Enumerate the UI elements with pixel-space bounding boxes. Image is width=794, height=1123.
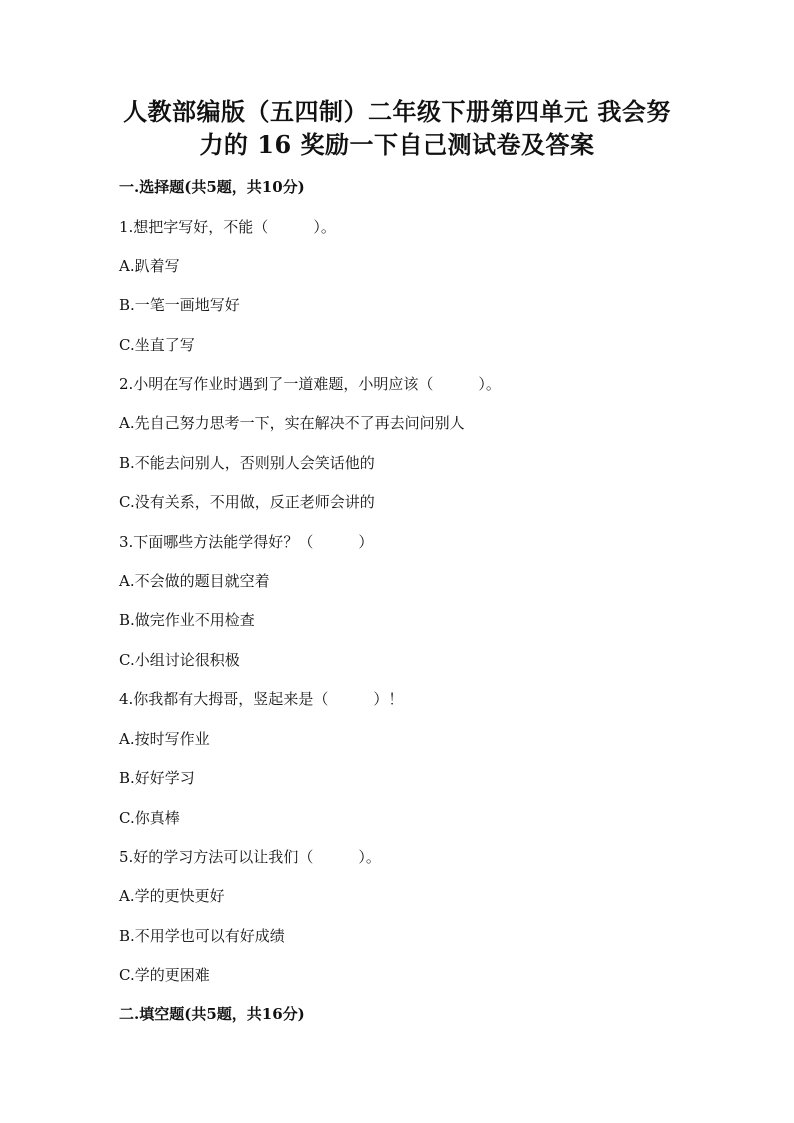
- question-2-option-b: B.不能去问别人，否则别人会笑话他的: [119, 454, 375, 472]
- question-4-option-a: A.按时写作业: [119, 730, 210, 748]
- question-4-option-c: C.你真棒: [119, 809, 180, 827]
- question-2-option-a: A.先自己努力思考一下，实在解决不了再去问问别人: [119, 414, 465, 432]
- question-2-option-c: C.没有关系，不用做，反正老师会讲的: [119, 493, 375, 511]
- question-5-option-b: B.不用学也可以有好成绩: [119, 927, 285, 945]
- document-title-line1: 人教部编版（五四制）二年级下册第四单元 我会努: [123, 97, 671, 126]
- question-3-option-a: A.不会做的题目就空着: [119, 572, 270, 590]
- question-4-option-b: B.好好学习: [119, 769, 195, 787]
- section-heading-fill: 二.填空题(共5题，共16分): [119, 1005, 305, 1023]
- question-1-option-c: C.坐直了写: [119, 336, 195, 354]
- question-5-stem: 5.好的学习方法可以让我们（ ）。: [119, 848, 381, 866]
- question-4-stem: 4.你我都有大拇哥，竖起来是（ ）！: [119, 690, 404, 708]
- question-3-stem: 3.下面哪些方法能学得好？（ ）: [119, 533, 374, 551]
- question-5-option-c: C.学的更困难: [119, 966, 210, 984]
- question-3-option-b: B.做完作业不用检查: [119, 611, 255, 629]
- section-heading-choice: 一.选择题(共5题，共10分): [119, 178, 305, 196]
- question-1-stem: 1.想把字写好，不能（ ）。: [119, 218, 336, 236]
- question-3-option-c: C.小组讨论很积极: [119, 651, 240, 669]
- document-title-line2: 力的 16 奖励一下自己测试卷及答案: [199, 130, 595, 159]
- question-5-option-a: A.学的更快更好: [119, 887, 225, 905]
- question-1-option-b: B.一笔一画地写好: [119, 296, 240, 314]
- question-1-option-a: A.趴着写: [119, 257, 180, 275]
- question-2-stem: 2.小明在写作业时遇到了一道难题，小明应该（ ）。: [119, 375, 501, 393]
